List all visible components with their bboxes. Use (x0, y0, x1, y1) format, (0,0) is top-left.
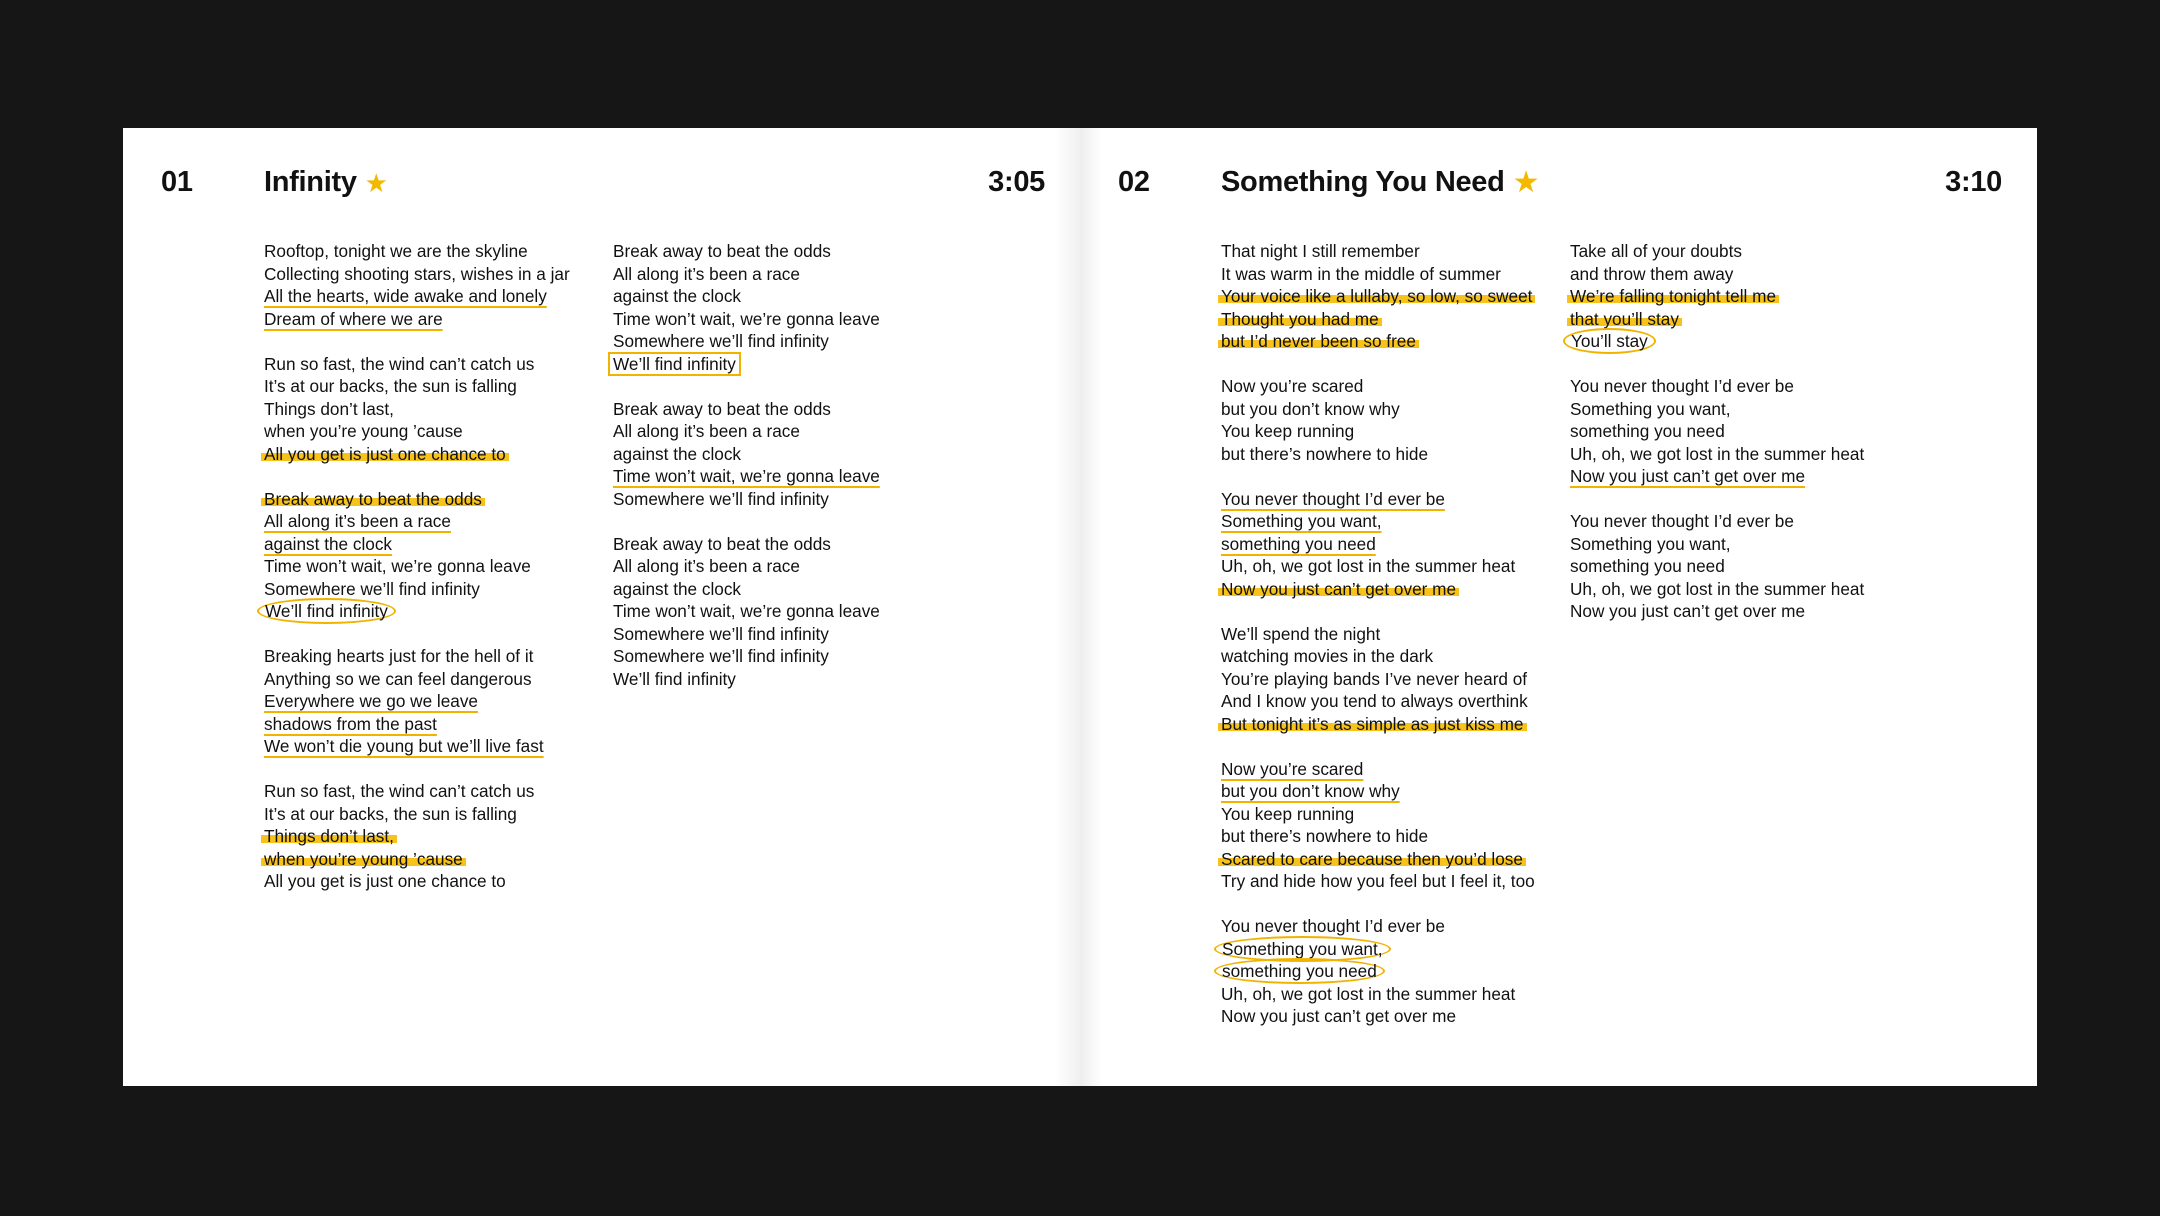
lyric-line (1221, 690, 1561, 713)
lyric-line (1570, 465, 1910, 488)
marked-lyric-text: Time won’t wait, we’re gonna leave (613, 466, 880, 486)
marked-lyric-text: Thought you had me (1218, 309, 1382, 329)
lyric-text: We’ll find infinity (613, 668, 736, 689)
lyric-text: You’re playing bands I’ve never heard of (1221, 668, 1528, 689)
lyric-line (613, 443, 953, 466)
lyric-line (264, 668, 604, 691)
track-title-group (1221, 166, 1539, 199)
lyric-line (1570, 555, 1910, 578)
lyric-line (1221, 915, 1561, 938)
lyric-line (264, 488, 604, 511)
lyric-line (1570, 285, 1910, 308)
lyric-line (1221, 285, 1561, 308)
lyric-text: We’ll spend the night (1221, 623, 1381, 644)
lyric-stanza (264, 353, 604, 466)
lyric-line (1221, 443, 1561, 466)
lyric-text: You never thought I’d ever be (1570, 376, 1794, 396)
lyric-text: Somewhere we’ll find infinity (613, 331, 829, 351)
lyric-text: Uh, oh, we got lost in the summer heat (1570, 578, 1865, 599)
track-page-2 (1080, 128, 2037, 1086)
lyrics-column (613, 240, 953, 713)
lyric-line (1570, 308, 1910, 331)
lyric-line (264, 578, 604, 601)
lyric-line (1221, 623, 1561, 646)
lyric-stanza (1570, 510, 1910, 623)
lyric-line (1221, 240, 1561, 263)
lyric-line (264, 285, 604, 308)
marked-lyric-text: Dream of where we are (264, 308, 443, 329)
lyric-stanza (1570, 375, 1910, 488)
lyric-line (1570, 600, 1910, 623)
lyric-line (613, 308, 953, 331)
lyric-text: but there’s nowhere to hide (1221, 826, 1429, 846)
lyric-line (264, 555, 604, 578)
lyric-text: against the clock (613, 286, 742, 306)
lyric-line (1221, 983, 1561, 1006)
lyric-line (264, 870, 604, 893)
lyric-text: All along it’s been a race (613, 556, 800, 576)
lyric-text: Uh, oh, we got lost in the summer heat (1570, 443, 1865, 464)
lyric-text: Run so fast, the wind can’t catch us (264, 781, 535, 801)
lyric-line (613, 420, 953, 443)
lyric-stanza (1221, 758, 1561, 893)
lyric-text: Try and hide how you feel but I feel it, too (1221, 871, 1535, 891)
lyric-line (264, 510, 604, 533)
lyric-line (1221, 488, 1561, 511)
lyric-stanza (1221, 623, 1561, 736)
marked-lyric-text: but I’d never been so free (1218, 331, 1419, 351)
lyric-text: It’s at our backs, the sun is falling (264, 803, 517, 824)
lyric-line (1221, 375, 1561, 398)
lyric-line (264, 803, 604, 826)
lyric-stanza (1570, 240, 1910, 353)
lyric-stanza (264, 780, 604, 893)
track-page-1 (123, 128, 1080, 1086)
lyric-line (264, 533, 604, 556)
lyric-text: but you don’t know why (1221, 398, 1400, 419)
lyric-line (264, 825, 604, 848)
marked-lyric-text: Scared to care because then you’d lose (1218, 849, 1526, 869)
lyric-text: Somewhere we’ll find infinity (613, 646, 829, 666)
lyric-line (1221, 668, 1561, 691)
lyric-line (264, 600, 604, 623)
lyric-text: And I know you tend to always overthink (1221, 691, 1528, 711)
lyric-text: and throw them away (1570, 263, 1734, 284)
lyric-line (1221, 713, 1561, 736)
lyric-text: Somewhere we’ll find infinity (613, 623, 829, 644)
lyric-line (1221, 825, 1561, 848)
marked-lyric-text: All the hearts, wide awake and lonely (264, 286, 547, 306)
lyric-line (1570, 510, 1910, 533)
marked-lyric-text: Everywhere we go we leave (264, 691, 478, 711)
lyric-text: Now you’re scared (1221, 376, 1364, 396)
lyric-line (613, 240, 953, 263)
lyric-line (264, 735, 604, 758)
lyrics-column (1570, 240, 1910, 645)
lyric-text: Break away to beat the odds (613, 533, 831, 554)
marked-lyric-text: something you need (1214, 958, 1385, 984)
lyric-text: You never thought I’d ever be (1570, 511, 1794, 531)
track-title: Infinity (264, 166, 357, 198)
lyric-stanza (264, 488, 604, 623)
lyric-text: something you need (1570, 421, 1725, 441)
lyric-text: Time won’t wait, we’re gonna leave (264, 556, 531, 576)
lyric-text: All along it’s been a race (613, 421, 800, 441)
lyric-line (613, 555, 953, 578)
lyric-stanza (1221, 375, 1561, 465)
lyric-line (613, 353, 953, 376)
track-title: Something You Need (1221, 166, 1505, 198)
lyric-text: watching movies in the dark (1221, 646, 1434, 666)
lyric-stanza (613, 398, 953, 511)
lyric-line (613, 465, 953, 488)
lyric-line (1570, 330, 1910, 353)
lyrics-column (1221, 240, 1561, 1050)
lyric-text: Break away to beat the odds (613, 398, 831, 419)
lyric-line (264, 398, 604, 421)
marked-lyric-text: against the clock (264, 533, 393, 554)
lyric-text: Anything so we can feel dangerous (264, 668, 532, 689)
marked-lyric-text: when you’re young ’cause (261, 849, 466, 869)
lyric-text: Take all of your doubts (1570, 241, 1742, 261)
lyric-line (1221, 848, 1561, 871)
lyric-text: It was warm in the middle of summer (1221, 263, 1501, 284)
lyric-line (1570, 240, 1910, 263)
lyric-stanza (1221, 915, 1561, 1028)
lyric-text: It’s at our backs, the sun is falling (264, 376, 517, 396)
lyric-text: Uh, oh, we got lost in the summer heat (1221, 983, 1516, 1004)
lyric-line (1570, 375, 1910, 398)
lyric-text: Rooftop, tonight we are the skyline (264, 241, 528, 261)
marked-lyric-text: We’re falling tonight tell me (1567, 286, 1779, 306)
lyric-line (613, 600, 953, 623)
lyric-line (264, 420, 604, 443)
lyric-line (264, 443, 604, 466)
lyric-line (264, 848, 604, 871)
lyric-text: Break away to beat the odds (613, 241, 831, 261)
lyric-line (1221, 330, 1561, 353)
lyric-line (1221, 263, 1561, 286)
lyric-line (264, 353, 604, 376)
lyric-text: Uh, oh, we got lost in the summer heat (1221, 556, 1516, 576)
marked-lyric-text: We’ll find infinity (257, 598, 396, 624)
lyric-line (264, 780, 604, 803)
lyric-text: You keep running (1221, 803, 1355, 824)
track-number: 02 (1118, 166, 1150, 198)
lyric-text: Now you just can’t get over me (1570, 601, 1806, 621)
lyric-line (1221, 308, 1561, 331)
lyric-line (1221, 870, 1561, 893)
lyric-line (613, 623, 953, 646)
lyric-text: Things don’t last, (264, 398, 394, 419)
lyric-line (1570, 263, 1910, 286)
lyric-line (1221, 960, 1561, 983)
marked-lyric-text: But tonight it’s as simple as just kiss me (1218, 714, 1527, 734)
marked-lyric-text: but you don’t know why (1221, 781, 1400, 801)
lyric-text: Breaking hearts just for the hell of it (264, 646, 534, 666)
marked-lyric-text: You’ll stay (1563, 328, 1656, 354)
lyric-line (613, 263, 953, 286)
lyric-line (1570, 443, 1910, 466)
marked-lyric-text: that you’ll stay (1567, 309, 1682, 329)
lyric-text: All you get is just one chance to (264, 871, 506, 891)
lyric-line (1221, 938, 1561, 961)
lyric-text: when you’re young ’cause (264, 421, 463, 441)
lyric-line (613, 668, 953, 691)
lyric-text: You never thought I’d ever be (1221, 916, 1445, 936)
lyric-line (613, 330, 953, 353)
star-icon: ★ (364, 167, 388, 198)
lyric-stanza (1221, 240, 1561, 353)
lyric-line (1221, 578, 1561, 601)
marked-lyric-text: Now you just can’t get over me (1570, 466, 1806, 486)
lyric-line (1570, 578, 1910, 601)
lyric-text: You keep running (1221, 421, 1355, 441)
lyric-line (264, 240, 604, 263)
marked-lyric-text: All along it’s been a race (264, 511, 451, 531)
lyric-text: against the clock (613, 578, 742, 599)
star-icon: ★ (1512, 165, 1540, 199)
lyric-line (264, 263, 604, 286)
lyrics-column (264, 240, 604, 915)
lyric-text: against the clock (613, 443, 742, 464)
lyric-line (1570, 533, 1910, 556)
marked-lyric-text: Things don’t last, (261, 826, 397, 846)
lyric-text: Now you just can’t get over me (1221, 1006, 1457, 1026)
lyric-line (1221, 645, 1561, 668)
lyric-line (1221, 555, 1561, 578)
marked-lyric-text: shadows from the past (264, 713, 437, 734)
lyric-text: Run so fast, the wind can’t catch us (264, 353, 535, 374)
lyric-line (613, 578, 953, 601)
lyric-line (1221, 780, 1561, 803)
lyric-text: Time won’t wait, we’re gonna leave (613, 601, 880, 621)
lyric-line (613, 645, 953, 668)
track-title-group (264, 166, 388, 199)
marked-lyric-text: All you get is just one chance to (261, 444, 509, 464)
marked-lyric-text: We’ll find infinity (608, 352, 741, 376)
lyric-line (264, 690, 604, 713)
marked-lyric-text: Something you want, (1214, 936, 1391, 962)
lyric-stanza (613, 240, 953, 375)
lyric-stanza (264, 645, 604, 758)
marked-lyric-text: Something you want, (1221, 511, 1382, 531)
marked-lyric-text: something you need (1221, 533, 1376, 554)
lyric-text: Somewhere we’ll find infinity (264, 578, 480, 599)
lyric-line (264, 645, 604, 668)
booklet-spread (123, 128, 2037, 1086)
marked-lyric-text: We won’t die young but we’ll live fast (264, 736, 544, 756)
lyric-line (1221, 758, 1561, 781)
lyric-line (1221, 1005, 1561, 1028)
lyric-line (1570, 420, 1910, 443)
lyric-line (1221, 510, 1561, 533)
track-duration: 3:05 (988, 166, 1045, 198)
lyric-text: Collecting shooting stars, wishes in a jar (264, 263, 570, 284)
lyric-line (613, 488, 953, 511)
lyric-text: something you need (1570, 556, 1725, 576)
marked-lyric-text: Break away to beat the odds (261, 489, 485, 509)
track-duration: 3:10 (1945, 166, 2002, 198)
lyric-line (264, 308, 604, 331)
lyric-line (1221, 533, 1561, 556)
lyric-line (264, 713, 604, 736)
track-number: 01 (161, 166, 193, 198)
lyric-text: Something you want, (1570, 533, 1731, 554)
marked-lyric-text: You never thought I’d ever be (1221, 488, 1445, 509)
lyric-text: Time won’t wait, we’re gonna leave (613, 308, 880, 329)
lyric-line (613, 398, 953, 421)
lyric-text: All along it’s been a race (613, 263, 800, 284)
marked-lyric-text: Your voice like a lullaby, so low, so sweet (1218, 286, 1535, 306)
marked-lyric-text: Now you just can’t get over me (1218, 579, 1459, 599)
lyric-line (1221, 398, 1561, 421)
lyric-stanza (264, 240, 604, 330)
lyric-stanza (613, 533, 953, 691)
marked-lyric-text: Now you’re scared (1221, 758, 1364, 779)
lyric-line (613, 533, 953, 556)
lyric-line (1221, 420, 1561, 443)
lyric-line (613, 285, 953, 308)
lyric-text: Somewhere we’ll find infinity (613, 488, 829, 509)
lyric-text: Something you want, (1570, 398, 1731, 419)
lyric-line (264, 375, 604, 398)
lyric-text: That night I still remember (1221, 241, 1420, 261)
lyric-line (1570, 398, 1910, 421)
lyric-text: but there’s nowhere to hide (1221, 443, 1429, 464)
lyric-stanza (1221, 488, 1561, 601)
lyric-line (1221, 803, 1561, 826)
